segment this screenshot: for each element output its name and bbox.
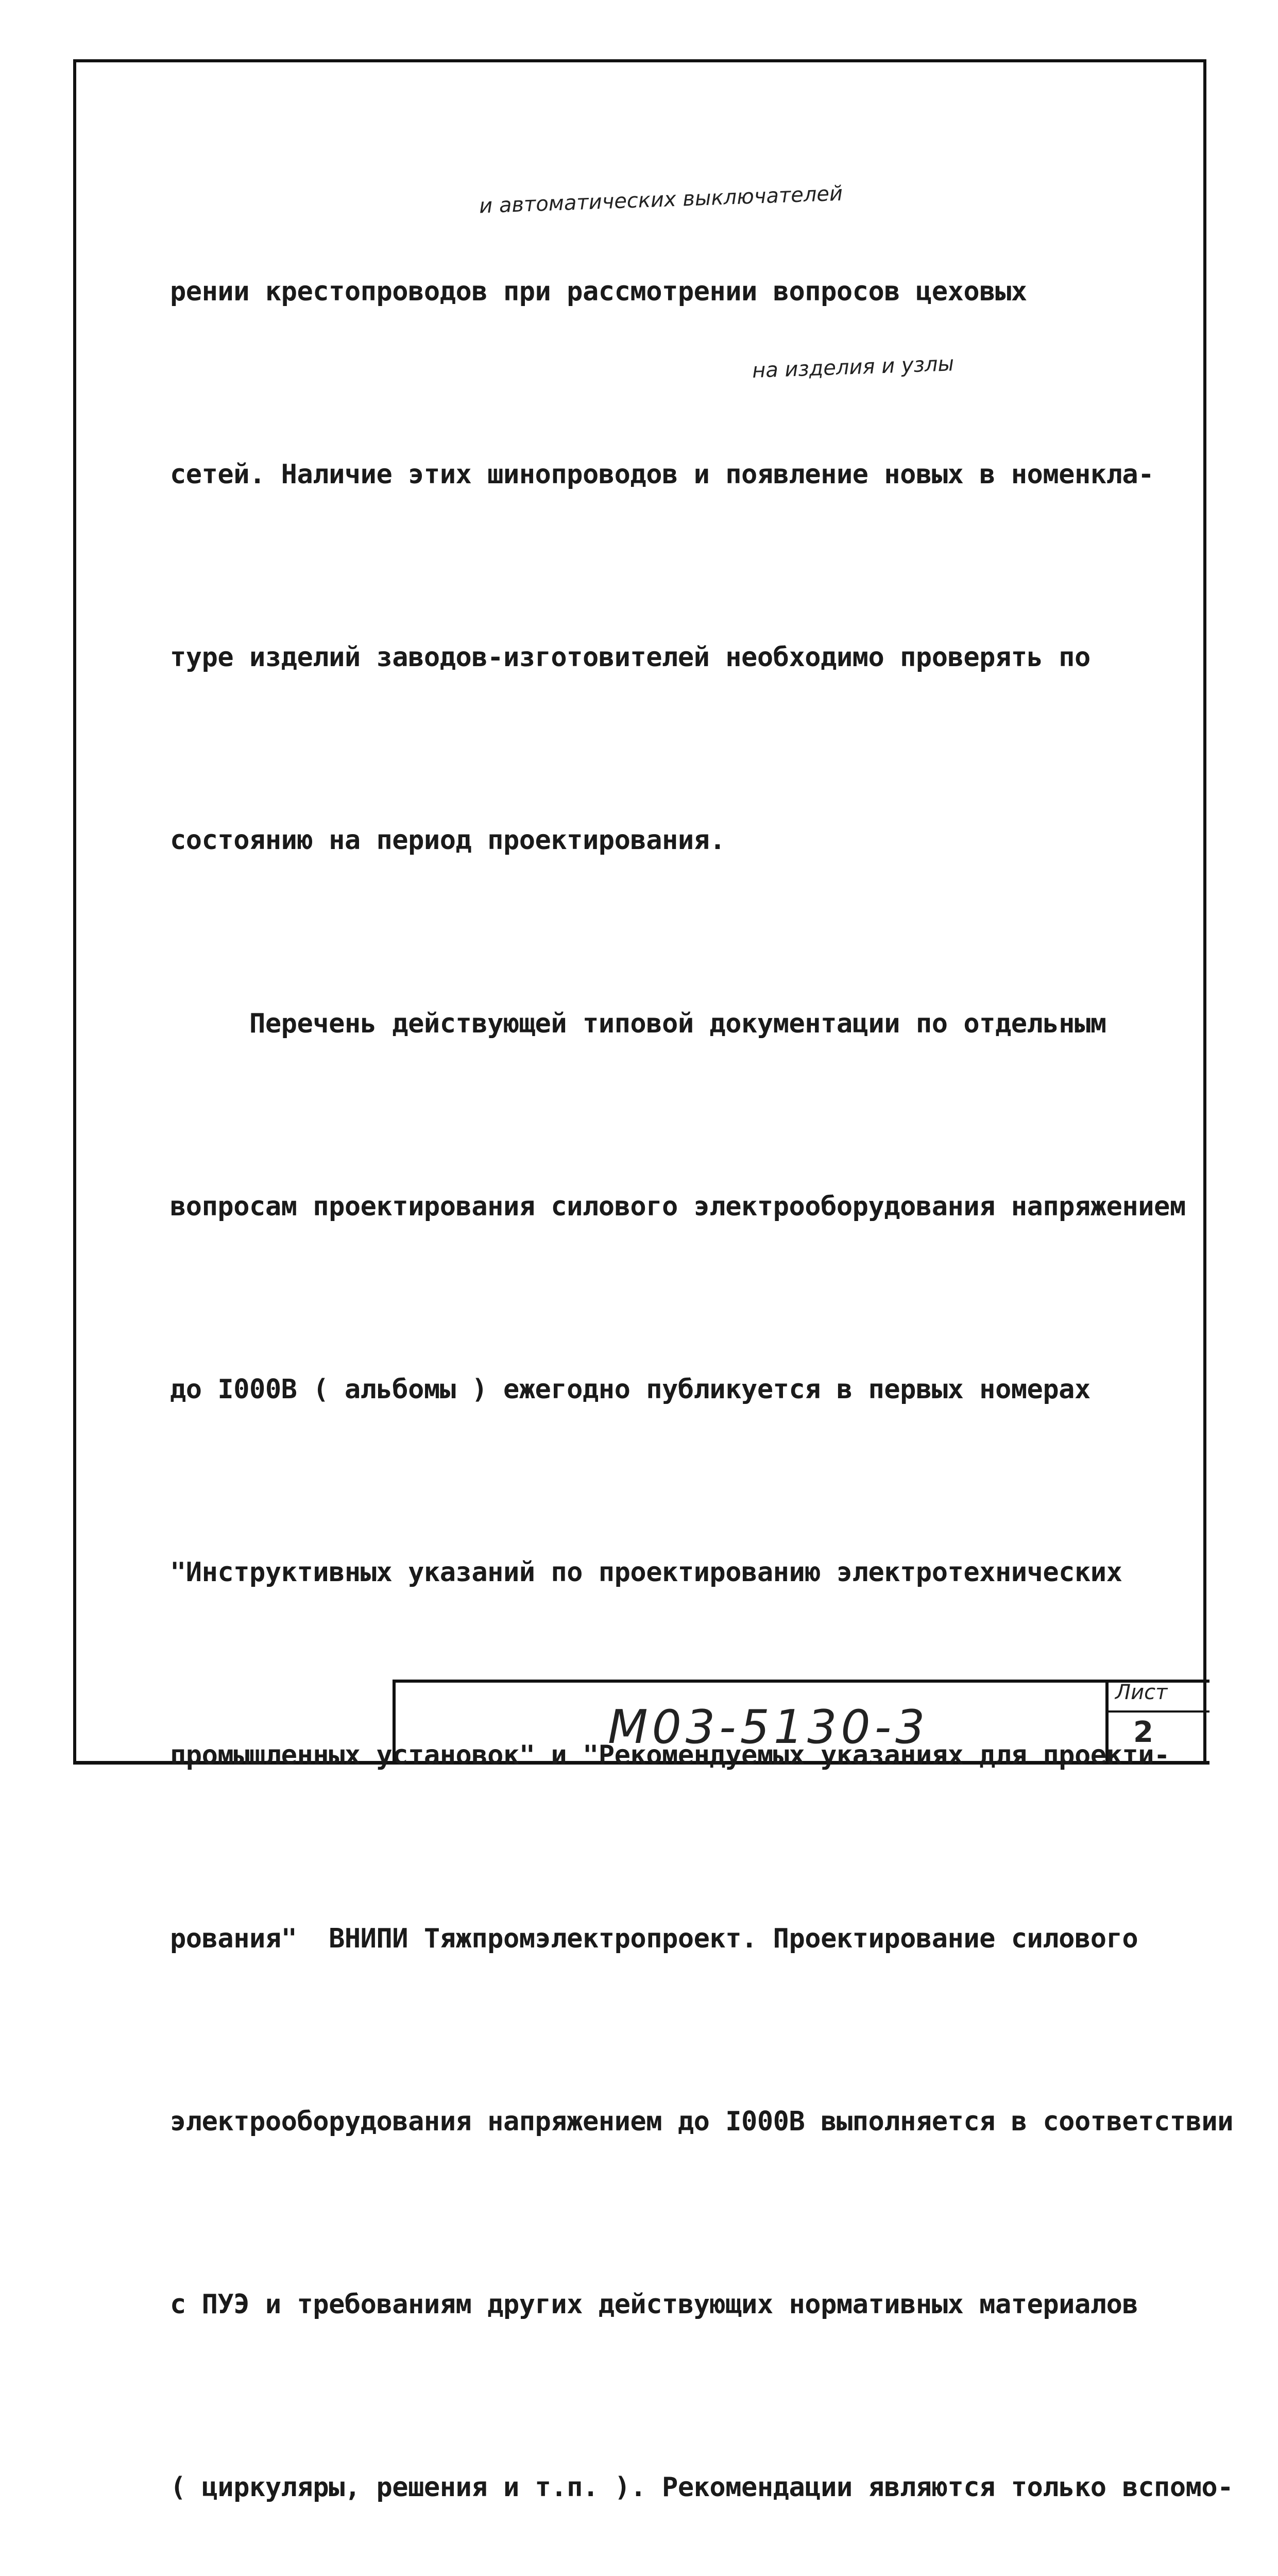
handwritten-insert-2: на изделия и узлы: [752, 352, 955, 383]
sheet-number: 2: [1133, 1716, 1153, 1749]
sheet-divider: [1109, 1710, 1209, 1713]
text-line-7: до I000B ( альбомы ) ежегодно публикуется в первых номерах: [170, 1374, 1090, 1405]
text-line-4: состоянию на период проектирования.: [170, 825, 726, 856]
text-line-11: электрооборудования напряжением до I000B выполняется в соответствии: [170, 2106, 1234, 2137]
text-line-6: вопросам проектирования силового электрооборудования напряжением: [170, 1191, 1186, 1222]
text-line-13: ( циркуляры, решения и т.п. ). Рекомендации являются только вспомо-: [170, 2472, 1234, 2503]
text-line-8: "Инструктивных указаний по проектированию электротехнических: [170, 1557, 1122, 1588]
text-line-9: промышленных установок" и "Рекомендуемых указаниях для проекти-: [170, 1740, 1170, 1771]
text-line-2: сетей. Наличие этих шинопроводов и появление новых в номенкла-: [170, 459, 1154, 490]
document-code: М03-5130-3: [608, 1700, 929, 1754]
text-line-3: туре изделий заводов-изготовителей необходимо проверять по: [170, 642, 1090, 673]
text-line-1: рении крестопроводов при рассмотрении вопросов цеховых: [170, 276, 1027, 307]
handwritten-insert-1: и автоматических выключателей: [479, 181, 843, 218]
text-line-12: с ПУЭ и требованиям других действующих нормативных материалов: [170, 2289, 1138, 2320]
text-line-10: рования" ВНИПИ Тяжпромэлектропроект. Проектирование силового: [170, 1923, 1138, 1954]
sheet-label: Лист: [1115, 1681, 1168, 1704]
body-text: [170, 139, 1234, 2576]
text-line-5: Перечень действующей типовой документации по отдельным: [170, 1008, 1106, 1039]
